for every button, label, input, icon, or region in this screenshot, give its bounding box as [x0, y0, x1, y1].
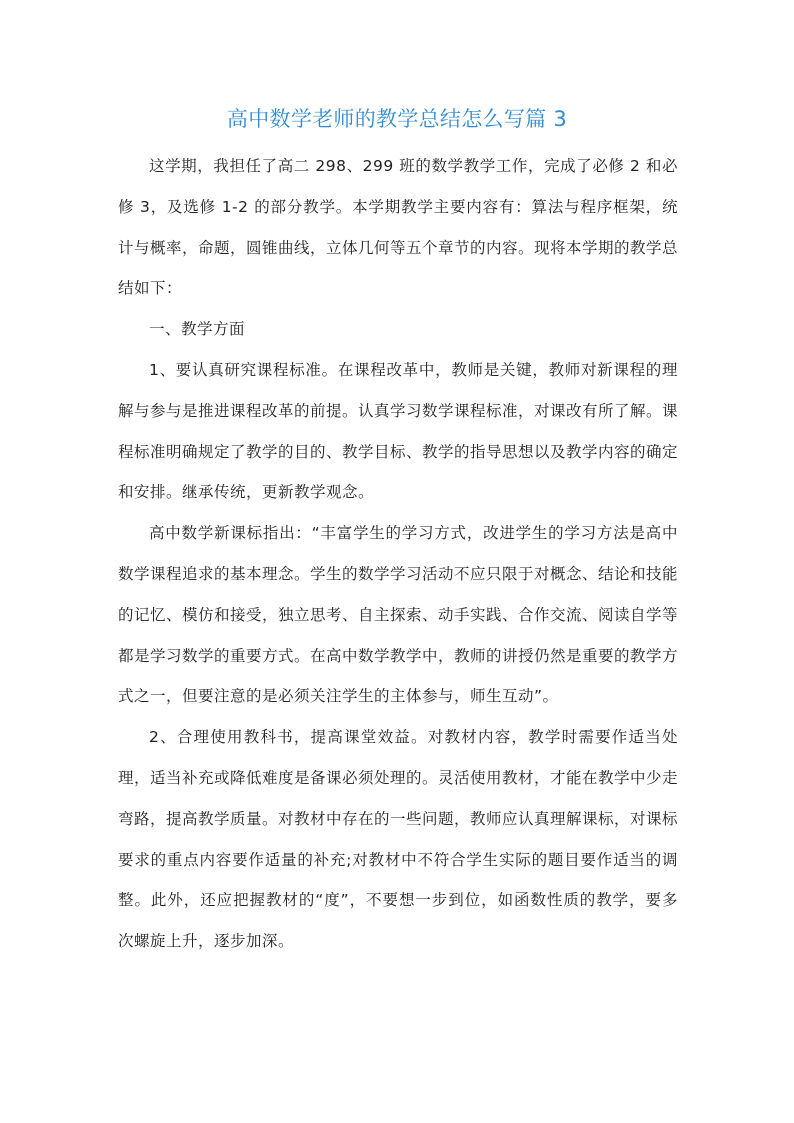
paragraph-curriculum-standard: 1、要认真研究课程标准。在课程改革中，教师是关键，教师对新课程的理解与参与是推进课程改革的前提。认真学习数学课程标准，对课改有所了解。课程标准明确规定了教学的目的、教学目标、教学的指导思想以及教学内容的确定和安排。继承传统，更新教学观念。 — [118, 360, 679, 502]
document-title: 高中数学老师的教学总结怎么写篇 3 — [226, 107, 568, 131]
paragraph-intro: 这学期，我担任了高二 298、299 班的数学教学工作，完成了必修 2 和必修 3，及选修 1-2 的部分教学。本学期教学主要内容有：算法与程序框架，统计与概率，命题，圆锥曲线，立体几何等五个章节的内容。现将本学期的教学总结如下： — [118, 157, 679, 298]
paragraph-textbook-use: 2、合理使用教科书，提高课堂效益。对教材内容，教学时需要作适当处理，适当补充或降低难度是备课必须处理的。灵活使用教材，才能在教学中少走弯路，提高教学质量。对教材中存在的一些问题，教师应认真理解课标，对课标要求的重点内容要作适量的补充;对教材中不符合学生实际的题目要作适当的调整。此外，还应把握教材的“度”，不要想一步到位，如函数性质的教学，要多次螺旋上升，逐步加深。 — [118, 728, 679, 951]
document-body — [118, 146, 678, 962]
section-heading-teaching: 一、教学方面 — [149, 320, 246, 339]
paragraph-new-standard-quote: 高中数学新课标指出：“丰富学生的学习方式，改进学生的学习方法是高中数学课程追求的基本理念。学生的数学学习活动不应只限于对概念、结论和技能的记忆、模仿和接受，独立思考、自主探索、动手实践、合作交流、阅读自学等都是学习数学的重要方式。在高中数学教学中，教师的讲授仍然是重要的教学方式之一，但要注意的是必须关注学生的主体参与，师生互动”。 — [118, 524, 679, 706]
